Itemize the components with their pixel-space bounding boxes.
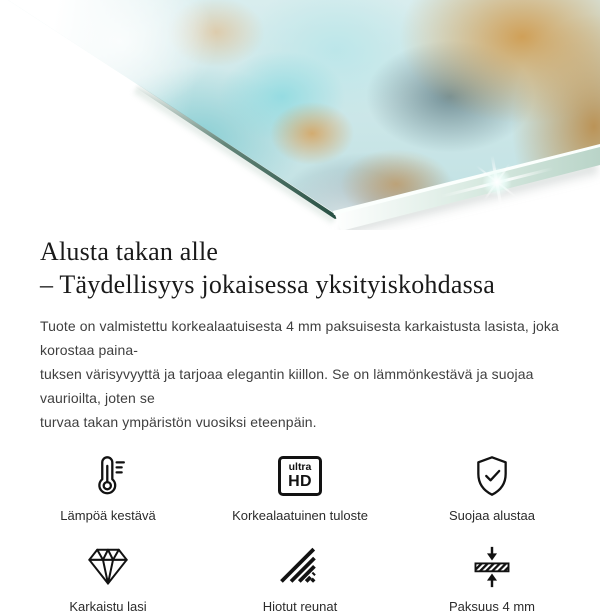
product-description (40, 314, 560, 434)
thermometer-icon (85, 452, 131, 500)
feature-label: Lämpöä kestävä (60, 508, 156, 523)
feature-label: Karkaistu lasi (69, 599, 147, 614)
thickness-4mm-icon (469, 543, 515, 591)
feature-polished-edges (204, 543, 396, 614)
heading-line-1: Alusta takan alle (40, 237, 219, 266)
polished-edges-icon (278, 543, 322, 591)
feature-label: Korkealaatuinen tuloste (232, 508, 368, 523)
product-photo (0, 0, 600, 230)
ultra-hd-icon-text-top: ultra (288, 461, 312, 474)
heading-line-2: – Täydellisyys jokaisessa yksityiskohdassa (40, 270, 495, 299)
feature-label: Paksuus 4 mm (449, 599, 535, 614)
feature-tempered-glass (12, 543, 204, 614)
feature-print-quality (204, 452, 396, 523)
feature-protects-base (396, 452, 588, 523)
feature-label: Hiotut reunat (262, 599, 338, 614)
diamond-icon (85, 543, 131, 591)
feature-heat-resistant (12, 452, 204, 523)
description-line-1: Tuote on valmistettu korkealaatuisesta 4 mm paksuisesta karkaistusta lasista, joka korostaa paina- (40, 318, 559, 358)
page-title (0, 230, 600, 301)
feature-grid (0, 452, 600, 614)
feature-thickness (396, 543, 588, 614)
ultra-hd-icon (278, 452, 322, 500)
ultra-hd-icon-text-bottom: HD (288, 472, 312, 490)
description-line-2: tuksen värisyvyyttä ja tarjoaa elegantin kiillon. Se on lämmönkestävä ja suojaa vaurioilta, joten se (40, 366, 534, 406)
shield-check-icon (469, 452, 515, 500)
feature-label: Suojaa alustaa (448, 508, 535, 523)
description-line-3: turvaa takan ympäristön vuosiksi eteenpäin. (40, 414, 317, 430)
